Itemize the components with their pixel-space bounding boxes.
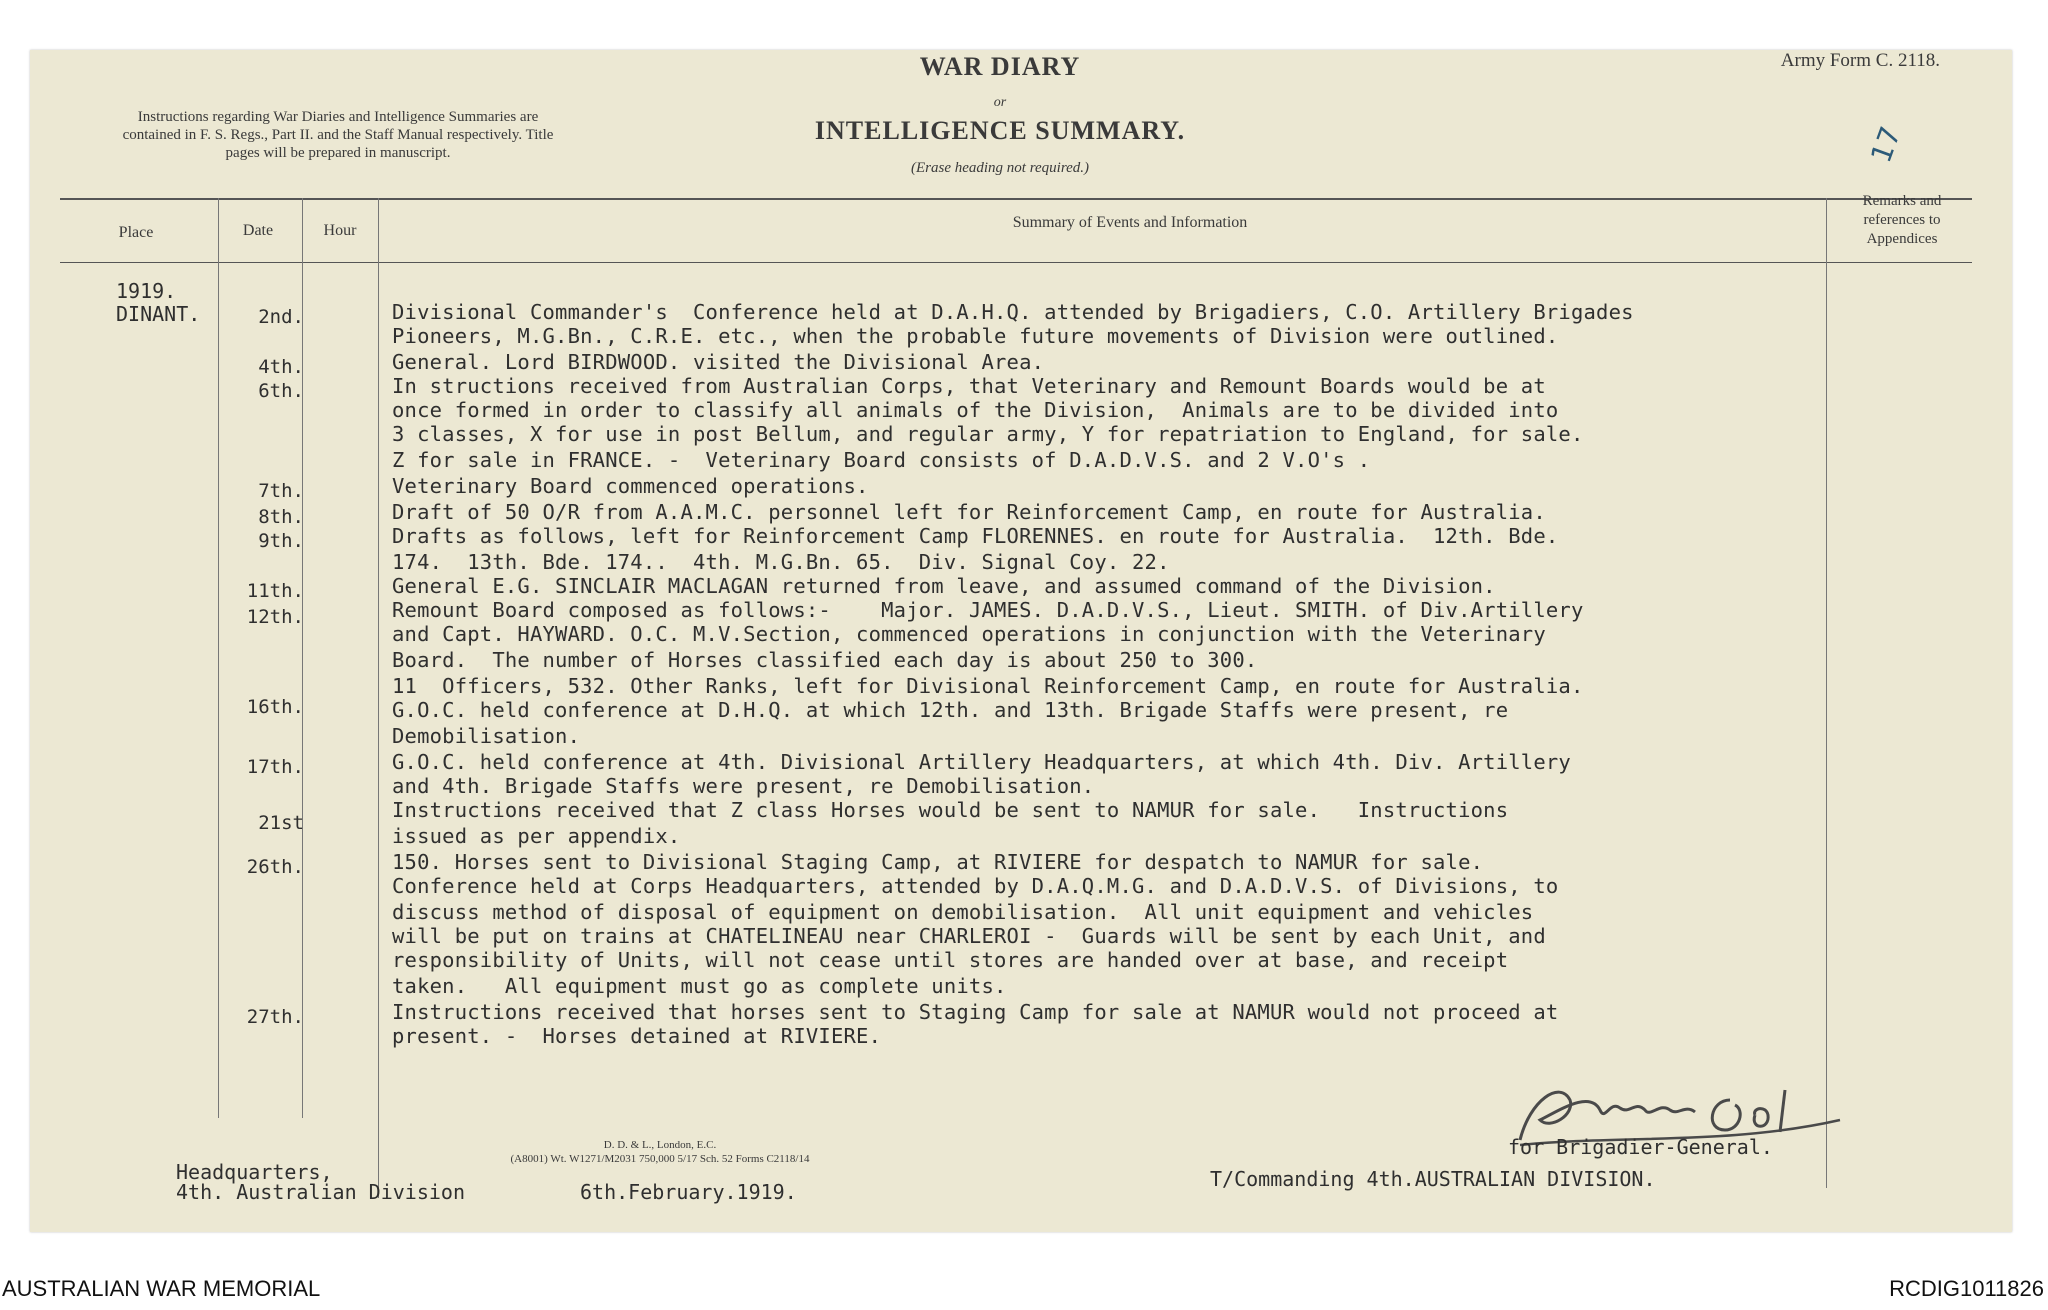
summary-line: General. Lord BIRDWOOD. visited the Divisional Area. <box>392 350 1045 374</box>
column-divider <box>218 198 219 1118</box>
date-cell: 21st <box>258 812 304 834</box>
column-divider <box>1826 198 1827 1188</box>
summary-line: Demobilisation. <box>392 724 581 748</box>
printer-imprint <box>430 1138 890 1166</box>
signature-title: for Brigadier-General. <box>1508 1135 1773 1159</box>
column-header-place: Place <box>118 224 154 241</box>
summary-line: 3 classes, X for use in post Bellum, and regular army, Y for repatriation to England, for sale. <box>392 422 1584 446</box>
remarks-line: Remarks and <box>1862 193 1942 209</box>
summary-line: In structions received from Australian Corps, that Veterinary and Remount Boards would be at <box>392 374 1546 398</box>
summary-line: Remount Board composed as follows:- Major. JAMES. D.A.D.V.S., Lieut. SMITH. of Div.Artillery <box>392 598 1584 622</box>
summary-line: once formed in order to classify all animals of the Division, Animals are to be divided into <box>392 398 1559 422</box>
page-subtitle: INTELLIGENCE SUMMARY. <box>814 116 1186 145</box>
signature-command: T/Commanding 4th.AUSTRALIAN DIVISION. <box>1210 1167 1656 1191</box>
summary-line: Divisional Commander's Conference held at D.A.H.Q. attended by Brigadiers, C.O. Artillery Brigades <box>392 300 1634 324</box>
date-cell: 27th. <box>246 1006 304 1028</box>
entry-year: 1919. <box>116 279 177 303</box>
summary-line: 174. 13th. Bde. 174.. 4th. M.G.Bn. 65. Div. Signal Coy. 22. <box>392 550 1170 574</box>
title-or: or <box>993 95 1007 110</box>
printer-line: (A8001) Wt. W1271/M2031 750,000 5/17 Sch. 52 Forms C2118/14 <box>510 1153 810 1165</box>
date-cell: 11th. <box>246 580 304 602</box>
summary-line: Drafts as follows, left for Reinforcement Camp FLORENNES. en route for Australia. 12th. Bde. <box>392 524 1559 548</box>
column-header-date: Date <box>242 222 274 239</box>
date-cell: 26th. <box>246 856 304 878</box>
entry-place: DINANT. <box>116 302 201 326</box>
archive-reference: RCDIG1011826 <box>1889 1276 2044 1301</box>
title-note: (Erase heading not required.) <box>910 160 1090 176</box>
summary-line: responsibility of Units, will not cease until stores are handed over at base, and receipt <box>392 948 1509 972</box>
date-cell: 8th. <box>258 506 304 528</box>
date-cell: 2nd. <box>258 306 304 328</box>
summary-line: and 4th. Brigade Staffs were present, re Demobilisation. <box>392 774 1095 798</box>
instructions-text: Instructions regarding War Diaries and Intelligence Summaries are contained in F. S. Regs., Part II. and the Staff Manual respectively. Title pages will be prepared in manuscript. <box>122 109 554 161</box>
date-cell: 12th. <box>246 606 304 628</box>
summary-line: and Capt. HAYWARD. O.C. M.V.Section, commenced operations in conjunction with the Veterinary <box>392 622 1546 646</box>
column-header-remarks <box>1832 192 1972 249</box>
summary-line: Pioneers, M.G.Bn., C.R.E. etc., when the probable future movements of Division were outlined. <box>392 324 1559 348</box>
summary-line: will be put on trains at CHATELINEAU near CHARLEROI - Guards will be sent by each Unit, and <box>392 924 1546 948</box>
summary-line: Draft of 50 O/R from A.A.M.C. personnel left for Reinforcement Camp, en route for Australia. <box>392 500 1546 524</box>
summary-line: present. - Horses detained at RIVIERE. <box>392 1024 882 1048</box>
column-divider <box>378 198 379 1198</box>
army-form-label: Army Form C. 2118. <box>1780 50 1940 71</box>
date-cell: 16th. <box>246 696 304 718</box>
summary-line: 150. Horses sent to Divisional Staging Camp, at RIVIERE for despatch to NAMUR for sale. <box>392 850 1484 874</box>
date-cell: 9th. <box>258 530 304 552</box>
remarks-line: Appendices <box>1866 231 1938 247</box>
summary-line: General E.G. SINCLAIR MACLAGAN returned from leave, and assumed command of the Division. <box>392 574 1496 598</box>
date-cell: 6th. <box>258 380 304 402</box>
date-cell: 7th. <box>258 480 304 502</box>
summary-line: Board. The number of Horses classified each day is about 250 to 300. <box>392 648 1258 672</box>
date-cell: 4th. <box>258 356 304 378</box>
summary-line: Conference held at Corps Headquarters, attended by D.A.Q.M.G. and D.A.D.V.S. of Divisions, to <box>392 874 1559 898</box>
summary-line: discuss method of disposal of equipment on demobilisation. All unit equipment and vehicles <box>392 900 1534 924</box>
column-divider <box>302 198 303 1118</box>
page-title: WAR DIARY <box>919 52 1081 81</box>
summary-line: Z for sale in FRANCE. - Veterinary Board consists of D.A.D.V.S. and 2 V.O's . <box>392 448 1371 472</box>
table-top-rule <box>60 198 1972 200</box>
summary-line: Instructions received that horses sent to Staging Camp for sale at NAMUR would not proceed at <box>392 1000 1559 1024</box>
remarks-line: references to <box>1863 212 1941 228</box>
header-bottom-rule <box>60 262 1972 263</box>
summary-line: Instructions received that Z class Horses would be sent to NAMUR for sale. Instructions <box>392 798 1509 822</box>
hq-line-1: Headquarters, <box>176 1160 333 1184</box>
date-cell: 17th. <box>246 756 304 778</box>
summary-line: taken. All equipment must go as complete units. <box>392 974 1007 998</box>
summary-line: G.O.C. held conference at 4th. Divisional Artillery Headquarters, at which 4th. Div. Artillery <box>392 750 1571 774</box>
handwritten-folio-number: 17 <box>1864 122 1908 167</box>
hq-date: 6th.February.1919. <box>580 1180 797 1204</box>
summary-line: Veterinary Board commenced operations. <box>392 474 869 498</box>
summary-line: G.O.C. held conference at D.H.Q. at which 12th. and 13th. Brigade Staffs were present, re <box>392 698 1509 722</box>
hq-line-2: 4th. Australian Division <box>176 1180 465 1204</box>
archive-caption: AUSTRALIAN WAR MEMORIAL <box>2 1276 321 1301</box>
column-header-hour: Hour <box>323 222 357 239</box>
printer-line: D. D. & L., London, E.C. <box>603 1139 717 1151</box>
column-header-summary: Summary of Events and Information <box>1012 214 1248 231</box>
summary-line: issued as per appendix. <box>392 824 681 848</box>
summary-line: 11 Officers, 532. Other Ranks, left for Divisional Reinforcement Camp, en route for Australia. <box>392 674 1584 698</box>
